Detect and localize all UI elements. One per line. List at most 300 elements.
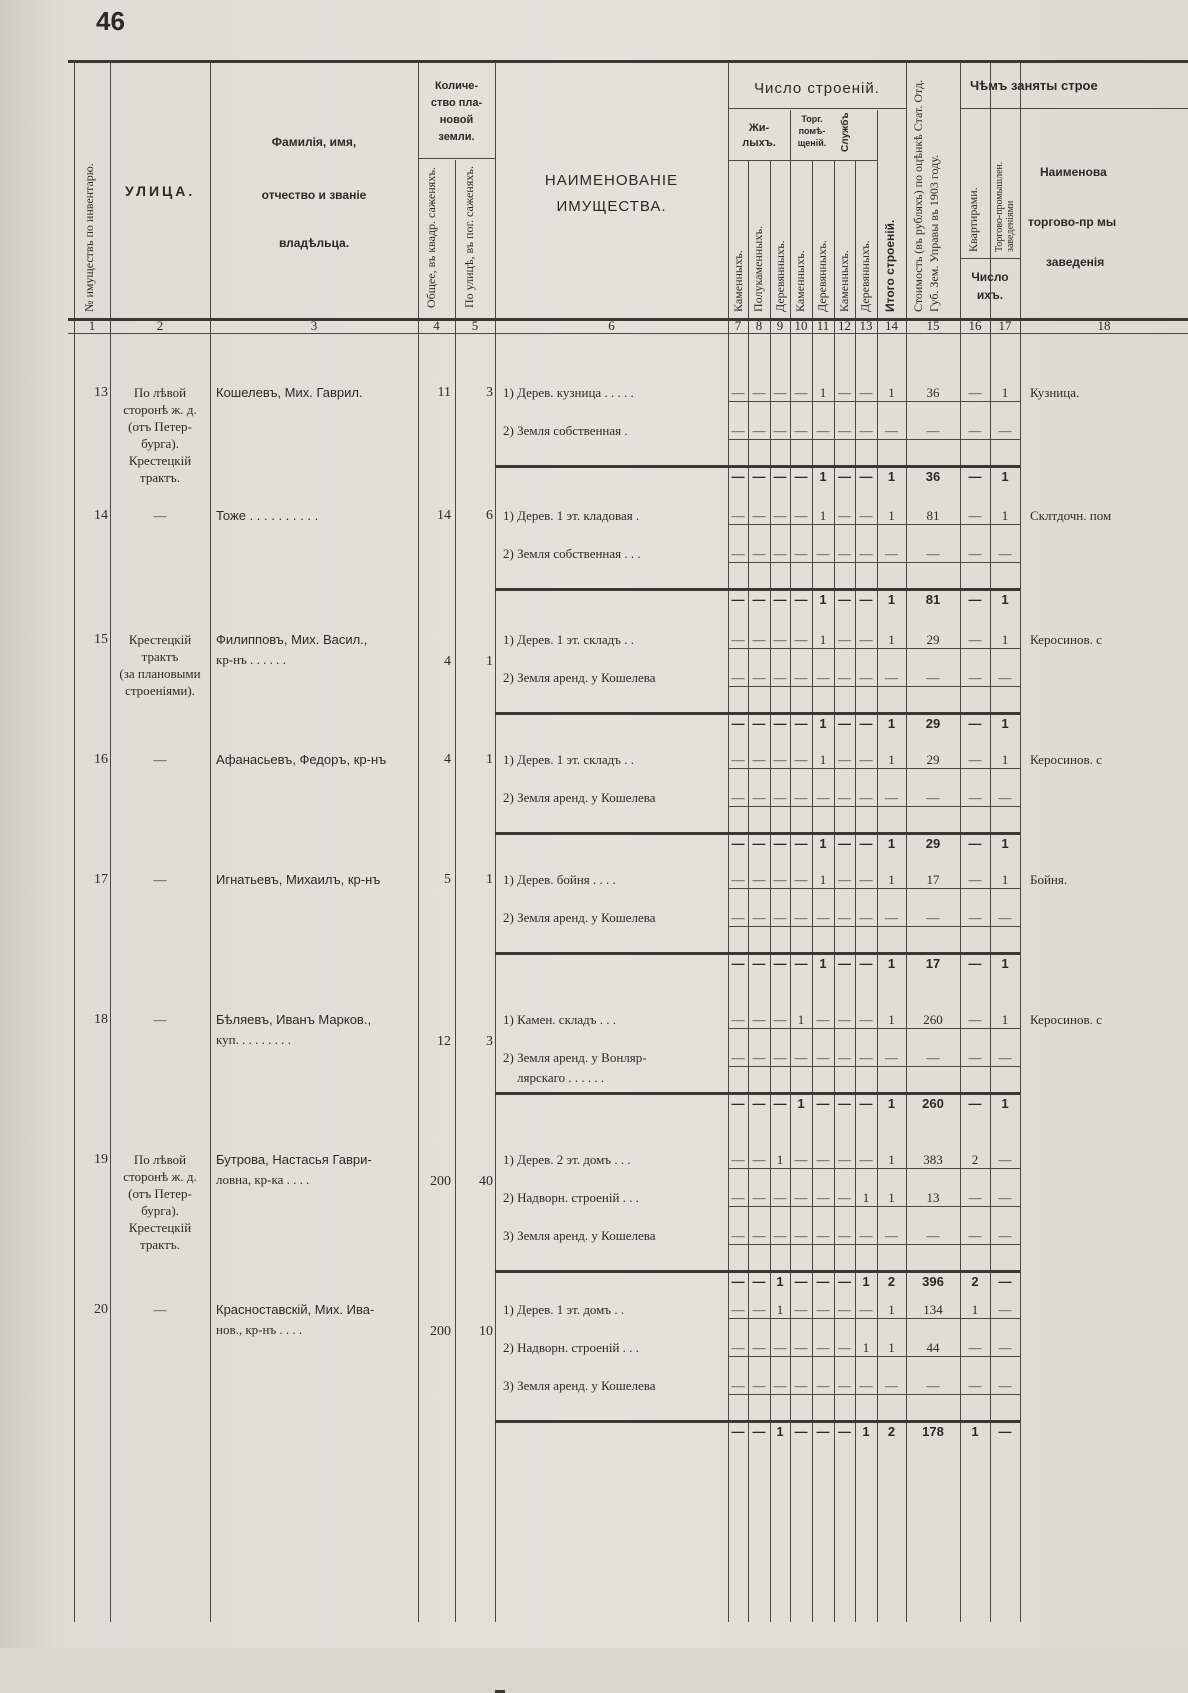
total-cell: — bbox=[752, 1274, 766, 1289]
header-col18-l2: торгово-пр мы bbox=[1028, 215, 1117, 229]
entry-street: трактъ bbox=[141, 649, 179, 664]
item-cell: — bbox=[968, 385, 982, 400]
item-cell: — bbox=[838, 423, 851, 438]
item-cell: — bbox=[816, 1012, 830, 1027]
item-cell: — bbox=[998, 670, 1012, 685]
header-land-2: ство пла- bbox=[430, 97, 483, 109]
item-rule bbox=[728, 1356, 1020, 1357]
item-cell: — bbox=[885, 423, 898, 438]
item-name: 1) Дерев. 1 эт. складъ . . bbox=[503, 632, 634, 647]
entry-owner: ловна, кр-ка . . . . bbox=[216, 1172, 310, 1187]
entry-frontage: 40 bbox=[479, 1174, 493, 1189]
item-cell: — bbox=[752, 910, 766, 925]
column-line bbox=[110, 62, 111, 1622]
header-col16: Квартирами. bbox=[966, 187, 980, 252]
item-cell: — bbox=[731, 1012, 745, 1027]
total-cell: — bbox=[752, 956, 766, 971]
total-rule bbox=[495, 832, 1020, 835]
entry-number: 18 bbox=[94, 1012, 108, 1027]
total-cell: 396 bbox=[922, 1274, 944, 1289]
total-cell: — bbox=[838, 1096, 851, 1111]
total-cell: 2 bbox=[887, 1424, 896, 1439]
item-cell: — bbox=[773, 1012, 787, 1027]
item-cell: 1 bbox=[888, 1152, 895, 1167]
item-cell: — bbox=[752, 632, 766, 647]
total-cell: 1 bbox=[1001, 592, 1009, 607]
item-name: 1) Дерев. бойня . . . . bbox=[503, 872, 616, 887]
item-cell: — bbox=[773, 1190, 787, 1205]
item-cell: 1 bbox=[888, 1302, 895, 1317]
entry-street: — bbox=[153, 1012, 167, 1027]
total-cell: 1 bbox=[819, 836, 827, 851]
item-cell: — bbox=[926, 546, 940, 561]
item-cell: — bbox=[885, 1228, 898, 1243]
entry-street: Крестецкій bbox=[128, 1220, 192, 1235]
item-cell: — bbox=[859, 632, 873, 647]
item-cell: — bbox=[968, 872, 982, 887]
entry-street: (отъ Петер- bbox=[128, 419, 192, 434]
item-name: 1) Дерев. 1 эт. кладовая . bbox=[503, 508, 640, 523]
total-cell: 1 bbox=[819, 716, 827, 731]
item-cell: 13 bbox=[926, 1190, 940, 1205]
entry-street: строеніями). bbox=[125, 683, 195, 698]
total-cell: 1 bbox=[887, 836, 896, 851]
total-cell: — bbox=[773, 592, 787, 607]
column-number: 10 bbox=[794, 318, 808, 333]
item-cell: — bbox=[838, 910, 851, 925]
item-name: 3) Земля аренд. у Кошелева bbox=[503, 1228, 656, 1243]
item-cell: — bbox=[731, 790, 745, 805]
item-rule bbox=[728, 806, 1020, 807]
item-cell: — bbox=[773, 1050, 787, 1065]
entry-area: 200 bbox=[430, 1324, 451, 1339]
total-cell: — bbox=[859, 836, 873, 851]
item-cell: — bbox=[773, 508, 787, 523]
entry-owner: Игнатьевъ, Михаилъ, кр-нъ bbox=[216, 872, 381, 887]
entry-area: 200 bbox=[430, 1174, 451, 1189]
total-cell: — bbox=[859, 716, 873, 731]
total-cell: — bbox=[731, 956, 745, 971]
item-cell: — bbox=[731, 1190, 745, 1205]
entry-owner: Афанасьевъ, Федоръ, кр-нъ bbox=[216, 752, 387, 767]
item-rule bbox=[728, 1028, 1020, 1029]
entry-street: (за плановыми bbox=[119, 666, 201, 681]
total-rule bbox=[495, 712, 1020, 715]
item-cell: — bbox=[968, 423, 982, 438]
item-cell: — bbox=[794, 385, 808, 400]
item-cell: 1 bbox=[819, 508, 827, 523]
item-cell: — bbox=[773, 670, 787, 685]
item-cell: — bbox=[816, 910, 830, 925]
item-cell: — bbox=[731, 1152, 745, 1167]
total-cell: — bbox=[731, 469, 745, 484]
item-cell: — bbox=[794, 423, 808, 438]
header-zhil-l2: лыхъ. bbox=[742, 137, 776, 149]
item-rule bbox=[728, 1244, 1020, 1245]
column-number: 4 bbox=[433, 318, 440, 333]
entry-area: 5 bbox=[444, 872, 451, 887]
entry-frontage: 3 bbox=[486, 385, 493, 400]
item-cell: — bbox=[773, 423, 787, 438]
item-cell: — bbox=[859, 508, 873, 523]
item-rule bbox=[728, 1066, 1020, 1067]
item-cell: — bbox=[885, 1050, 898, 1065]
total-cell: 1 bbox=[887, 469, 896, 484]
item-cell: — bbox=[838, 670, 851, 685]
total-cell: — bbox=[752, 1096, 766, 1111]
column-number: 1 bbox=[88, 318, 96, 333]
item-name: 1) Дерев. 2 эт. домъ . . . bbox=[503, 1152, 631, 1167]
header-land-3: новой bbox=[439, 114, 474, 126]
item-cell: — bbox=[773, 1378, 787, 1393]
total-cell: 178 bbox=[922, 1424, 944, 1439]
item-cell: — bbox=[838, 1378, 851, 1393]
entry-street: По лѣвой bbox=[133, 385, 187, 400]
item-cell: — bbox=[816, 1152, 830, 1167]
total-cell: — bbox=[773, 716, 787, 731]
entry-street: сторонѣ ж. д. bbox=[123, 402, 197, 417]
item-cell: — bbox=[752, 752, 766, 767]
item-cell: — bbox=[926, 670, 940, 685]
column-line bbox=[834, 160, 835, 1622]
entry-area: 14 bbox=[437, 508, 451, 523]
item-cell: — bbox=[838, 872, 851, 887]
total-cell: 260 bbox=[922, 1096, 944, 1111]
entry-number: 14 bbox=[94, 508, 108, 523]
item-cell: — bbox=[752, 1302, 766, 1317]
total-cell: — bbox=[816, 1274, 830, 1289]
item-cell: — bbox=[731, 1228, 745, 1243]
total-cell: 17 bbox=[925, 956, 941, 971]
total-rule bbox=[495, 588, 1020, 591]
item-cell: — bbox=[968, 546, 982, 561]
item-use: Керосинов. с bbox=[1030, 752, 1102, 767]
header-owner-l2: отчество и званіе bbox=[261, 188, 367, 202]
item-cell: — bbox=[926, 910, 940, 925]
entry-frontage: 6 bbox=[486, 508, 493, 523]
header-torg-l2: помѣ- bbox=[798, 126, 826, 136]
column-number: 12 bbox=[838, 318, 851, 333]
total-cell: — bbox=[838, 956, 851, 971]
item-cell: 1 bbox=[776, 1302, 784, 1317]
item-use: Склтдочн. пом bbox=[1030, 508, 1112, 523]
column-line bbox=[790, 110, 791, 1622]
item-cell: 1 bbox=[819, 632, 827, 647]
entry-street: Крестецкій bbox=[128, 632, 192, 647]
total-cell: 1 bbox=[776, 1424, 784, 1439]
column-number: 9 bbox=[776, 318, 784, 333]
entry-street: сторонѣ ж. д. bbox=[123, 1169, 197, 1184]
item-cell: 1 bbox=[1001, 508, 1009, 523]
total-cell: — bbox=[859, 592, 873, 607]
item-cell: — bbox=[731, 508, 745, 523]
item-cell: — bbox=[838, 1302, 851, 1317]
item-name: 2) Надворн. строеній . . . bbox=[503, 1340, 639, 1355]
item-rule bbox=[728, 1318, 1020, 1319]
header-number-l2: ихъ. bbox=[976, 288, 1004, 302]
item-cell: 1 bbox=[888, 1012, 895, 1027]
column-line bbox=[495, 62, 496, 1622]
entry-street: бурга). bbox=[141, 436, 179, 451]
item-cell: — bbox=[773, 752, 787, 767]
item-name: 1) Дерев. 1 эт. домъ . . bbox=[503, 1302, 625, 1317]
item-cell: — bbox=[752, 1012, 766, 1027]
item-cell: — bbox=[885, 1378, 898, 1393]
total-cell: 1 bbox=[1001, 1096, 1009, 1111]
item-rule bbox=[728, 401, 1020, 402]
item-cell: — bbox=[731, 423, 745, 438]
total-cell: — bbox=[968, 1096, 982, 1111]
header-land-1: Количе- bbox=[434, 80, 479, 92]
entry-area: 4 bbox=[444, 654, 451, 669]
column-line bbox=[210, 62, 211, 1622]
item-cell: — bbox=[794, 1190, 808, 1205]
item-cell: — bbox=[838, 385, 851, 400]
item-cell: — bbox=[838, 508, 851, 523]
item-cell: — bbox=[838, 1340, 851, 1355]
item-cell: — bbox=[752, 1340, 766, 1355]
entry-number: 13 bbox=[94, 385, 108, 400]
item-cell: — bbox=[859, 1012, 873, 1027]
item-cell: — bbox=[752, 385, 766, 400]
item-rule bbox=[728, 768, 1020, 769]
item-cell: — bbox=[731, 670, 745, 685]
item-name: 2) Земля аренд. у Кошелева bbox=[503, 790, 656, 805]
total-cell: — bbox=[816, 1096, 830, 1111]
entry-area: 12 bbox=[437, 1034, 451, 1049]
item-cell: — bbox=[752, 670, 766, 685]
header-sluzhb: Службъ bbox=[840, 112, 851, 152]
entry-number: 16 bbox=[94, 752, 108, 767]
item-cell: — bbox=[794, 910, 808, 925]
entry-street: — bbox=[153, 752, 167, 767]
total-cell: — bbox=[838, 1274, 851, 1289]
total-cell: — bbox=[859, 956, 873, 971]
item-rule bbox=[728, 926, 1020, 927]
item-cell: — bbox=[816, 1378, 830, 1393]
item-cell: — bbox=[794, 1340, 808, 1355]
column-line bbox=[1020, 62, 1021, 1622]
item-name: 2) Земля собственная . bbox=[503, 423, 628, 438]
item-cell: — bbox=[885, 790, 898, 805]
item-name: 2) Земля аренд. у Кошелева bbox=[503, 910, 656, 925]
item-cell: — bbox=[885, 670, 898, 685]
item-cell: — bbox=[859, 546, 873, 561]
item-cell: 2 bbox=[971, 1152, 979, 1167]
total-cell: 1 bbox=[1001, 836, 1009, 851]
total-rule bbox=[495, 1420, 1020, 1423]
item-rule bbox=[728, 686, 1020, 687]
item-cell: — bbox=[838, 1012, 851, 1027]
total-cell: 1 bbox=[887, 592, 896, 607]
total-cell: — bbox=[794, 1424, 808, 1439]
item-cell: — bbox=[926, 1050, 940, 1065]
total-cell: — bbox=[838, 1424, 851, 1439]
item-cell: — bbox=[752, 546, 766, 561]
total-cell: — bbox=[816, 1424, 830, 1439]
item-cell: — bbox=[968, 1190, 982, 1205]
header-line bbox=[728, 160, 877, 161]
column-number: 17 bbox=[998, 318, 1012, 333]
item-cell: — bbox=[794, 1228, 808, 1243]
item-cell: — bbox=[859, 1050, 873, 1065]
item-rule bbox=[728, 1394, 1020, 1395]
item-cell: — bbox=[752, 508, 766, 523]
item-cell: 1 bbox=[819, 385, 827, 400]
item-cell: — bbox=[731, 1378, 745, 1393]
item-cell: — bbox=[859, 670, 873, 685]
item-cell: — bbox=[752, 872, 766, 887]
column-line bbox=[855, 160, 856, 1622]
header-col10: Каменныхъ. bbox=[793, 250, 807, 312]
item-cell: — bbox=[998, 1302, 1012, 1317]
item-cell: 1 bbox=[888, 508, 895, 523]
total-cell: — bbox=[838, 836, 851, 851]
total-cell: — bbox=[794, 1274, 808, 1289]
item-cell: — bbox=[859, 1152, 873, 1167]
item-cell: 1 bbox=[819, 872, 827, 887]
item-cell: — bbox=[968, 508, 982, 523]
item-cell: — bbox=[773, 872, 787, 887]
item-cell: — bbox=[794, 790, 808, 805]
entry-owner: Кошелевъ, Мих. Гаврил. bbox=[216, 385, 363, 400]
item-cell: — bbox=[773, 632, 787, 647]
total-cell: 1 bbox=[971, 1424, 979, 1439]
header-col18-l1: Наименова bbox=[1040, 165, 1107, 179]
item-cell: — bbox=[968, 790, 982, 805]
item-cell: — bbox=[794, 1152, 808, 1167]
item-cell: — bbox=[838, 1228, 851, 1243]
header-line bbox=[960, 258, 1020, 259]
total-cell: — bbox=[998, 1424, 1012, 1439]
item-cell: — bbox=[998, 546, 1012, 561]
total-cell: — bbox=[794, 836, 808, 851]
item-cell: — bbox=[794, 1378, 808, 1393]
total-cell: — bbox=[773, 1096, 787, 1111]
item-cell: — bbox=[859, 1228, 873, 1243]
item-name: 2) Земля аренд. у Вонляр- bbox=[503, 1050, 647, 1065]
total-cell: — bbox=[794, 716, 808, 731]
entry-number: 20 bbox=[94, 1302, 108, 1317]
entry-street: трактъ. bbox=[140, 470, 180, 485]
item-cell: — bbox=[731, 1050, 745, 1065]
total-cell: 36 bbox=[925, 469, 941, 484]
header-zhil-l1: Жи- bbox=[748, 122, 770, 134]
total-cell: 2 bbox=[887, 1274, 896, 1289]
entry-owner: Бѣляевъ, Иванъ Марков., bbox=[216, 1012, 372, 1027]
total-cell: — bbox=[752, 592, 766, 607]
item-cell: 134 bbox=[923, 1302, 943, 1317]
item-cell: 1 bbox=[862, 1190, 870, 1205]
item-cell: — bbox=[968, 752, 982, 767]
item-cell: 1 bbox=[1001, 1012, 1009, 1027]
header-col4: Общее, въ квадр. саженяхъ. bbox=[424, 167, 438, 308]
item-name: 1) Дерев. 1 эт. складъ . . bbox=[503, 752, 634, 767]
item-cell: 1 bbox=[888, 1340, 895, 1355]
item-cell: — bbox=[816, 790, 830, 805]
header-col15: Стоимость (въ рубляхъ) по оцѣнкѣ Стат. Отд. Губ. Зем. Управы въ 1903 году. bbox=[911, 79, 941, 312]
total-cell: — bbox=[838, 469, 851, 484]
item-cell: — bbox=[731, 752, 745, 767]
item-cell: — bbox=[926, 423, 940, 438]
item-cell: — bbox=[794, 632, 808, 647]
item-cell: — bbox=[859, 790, 873, 805]
entry-number: 17 bbox=[94, 872, 108, 887]
item-use: Бойня. bbox=[1030, 872, 1068, 887]
entry-street: Крестецкій bbox=[128, 453, 192, 468]
item-cell: — bbox=[816, 423, 830, 438]
item-cell: — bbox=[794, 508, 808, 523]
total-cell: 2 bbox=[971, 1274, 979, 1289]
header-owner-l3: владѣльца. bbox=[278, 236, 350, 250]
column-line bbox=[812, 160, 813, 1622]
item-cell: — bbox=[752, 1190, 766, 1205]
item-cell: — bbox=[816, 1190, 830, 1205]
entry-owner: куп. . . . . . . . . bbox=[216, 1032, 291, 1047]
header-line bbox=[728, 108, 906, 109]
total-cell: — bbox=[794, 469, 808, 484]
entry-street: — bbox=[153, 508, 167, 523]
item-cell: — bbox=[998, 1340, 1012, 1355]
item-cell: — bbox=[998, 1228, 1012, 1243]
total-cell: 1 bbox=[819, 469, 827, 484]
total-cell: 1 bbox=[1001, 469, 1009, 484]
header-col1: № имуществъ по инвентарю. bbox=[82, 163, 96, 312]
item-cell: 1 bbox=[888, 385, 895, 400]
item-name: 1) Камен. складъ . . . bbox=[503, 1012, 616, 1027]
total-cell: 1 bbox=[776, 1274, 784, 1289]
header-buildings: Число строеній. bbox=[754, 80, 880, 97]
item-cell: — bbox=[968, 632, 982, 647]
header-torg-l3: щеній. bbox=[797, 138, 827, 148]
total-cell: — bbox=[794, 592, 808, 607]
item-cell: — bbox=[968, 1012, 982, 1027]
item-cell: — bbox=[968, 910, 982, 925]
item-cell: — bbox=[859, 1378, 873, 1393]
item-rule bbox=[728, 1206, 1020, 1207]
item-cell: — bbox=[859, 752, 873, 767]
item-cell: — bbox=[816, 1228, 830, 1243]
item-cell: — bbox=[752, 790, 766, 805]
header-property-l2: ИМУЩЕСТВА. bbox=[556, 198, 667, 215]
total-cell: — bbox=[773, 469, 787, 484]
item-rule bbox=[728, 888, 1020, 889]
total-cell: — bbox=[968, 836, 982, 851]
total-cell: — bbox=[968, 716, 982, 731]
item-cell: — bbox=[859, 385, 873, 400]
header-street: УЛИЦА. bbox=[125, 183, 196, 199]
item-cell: — bbox=[998, 1378, 1012, 1393]
column-line bbox=[770, 160, 771, 1622]
item-cell: — bbox=[752, 423, 766, 438]
total-cell: — bbox=[752, 469, 766, 484]
item-cell: — bbox=[968, 1050, 982, 1065]
item-cell: — bbox=[816, 670, 830, 685]
total-rule bbox=[495, 465, 1020, 468]
total-cell: — bbox=[731, 592, 745, 607]
column-line bbox=[74, 62, 75, 1622]
entry-owner: кр-нъ . . . . . . bbox=[216, 652, 286, 667]
item-cell: — bbox=[816, 1340, 830, 1355]
item-cell: — bbox=[731, 910, 745, 925]
item-name: 2) Земля аренд. у Кошелева bbox=[503, 670, 656, 685]
total-cell: — bbox=[731, 1424, 745, 1439]
item-use: Керосинов. с bbox=[1030, 632, 1102, 647]
header-col14: Итого строеній. bbox=[883, 219, 897, 312]
item-cell: — bbox=[773, 1228, 787, 1243]
total-rule bbox=[495, 952, 1020, 955]
item-cell: — bbox=[731, 385, 745, 400]
